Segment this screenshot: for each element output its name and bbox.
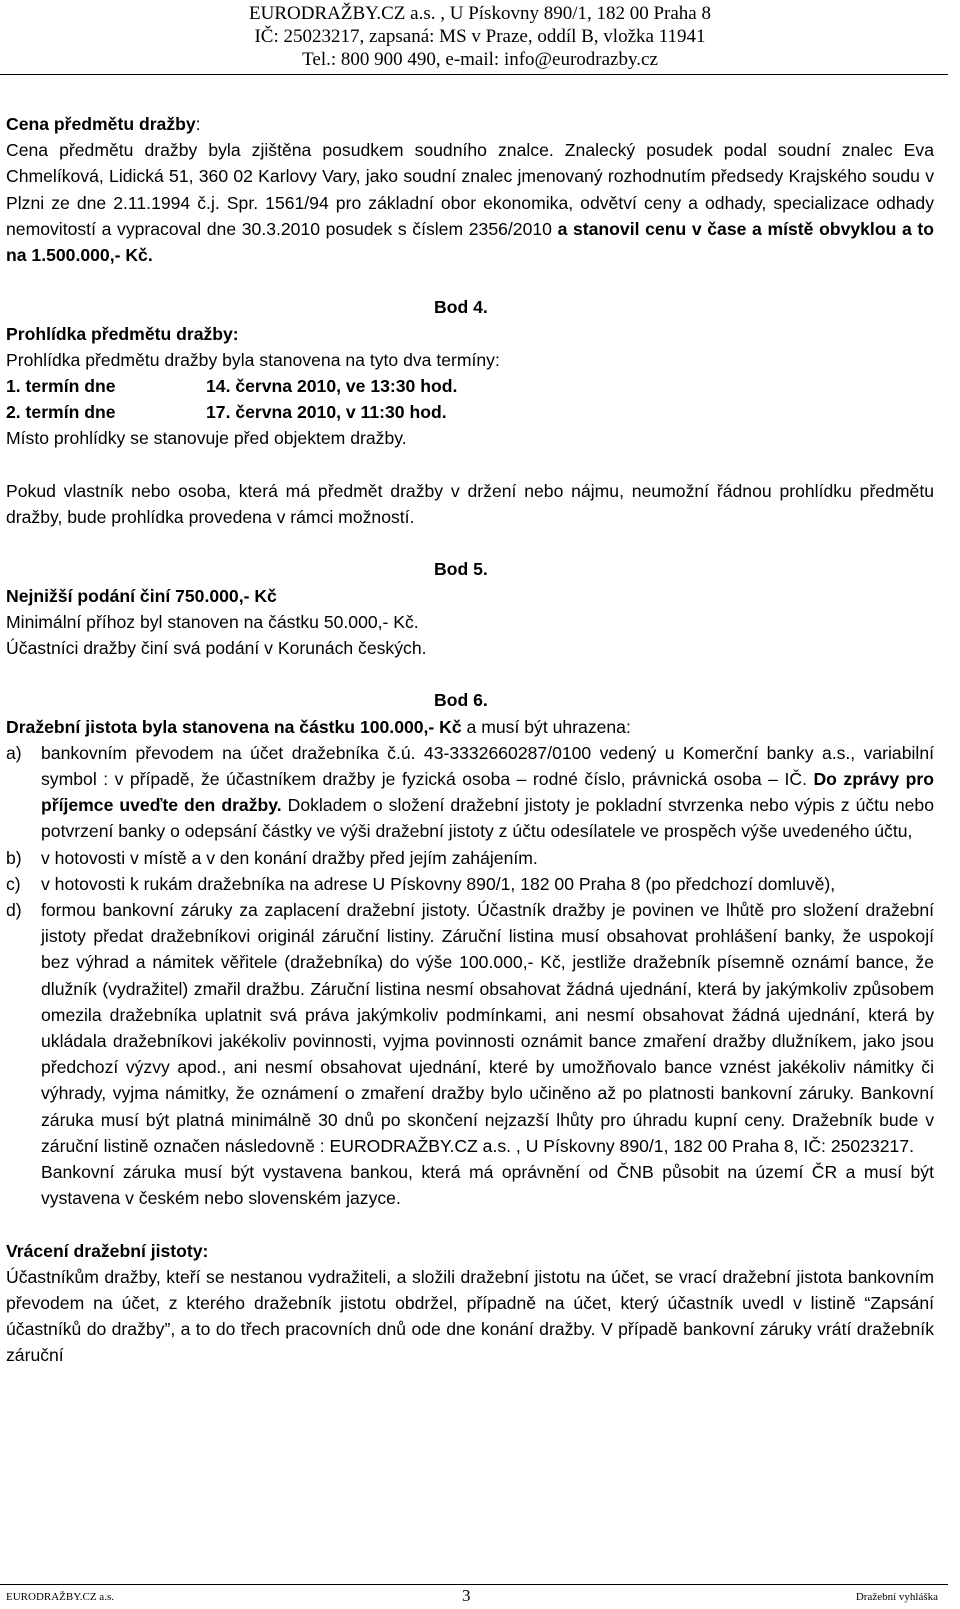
bid-currency: Účastníci dražby činí svá podání v Korunách českých.	[6, 638, 427, 659]
list-item: a) bankovním převodem na účet dražebníka č.ú. 43-3332660287/0100 vedený u Komerční banky a.s., variabilní symbol : v případě, že účastníkem dražby je fyzická osoba – rodné číslo, právnická osoba – IČ. Do zprávy pro příjemce uveďte den dražby. Dokladem o složení dražební jistoty je pokladní stvrzenka nebo výpis z účtu nebo potvrzení banky o odepsání částky ve výši dražební jistoty z účtu odesílatele ve prospěch výše uvedeného účtu,	[6, 742, 934, 842]
letterhead	[0, 2, 960, 71]
bod-6-label: Bod 6.	[434, 690, 488, 711]
section-heading-prohlidka: Prohlídka předmětu dražby:	[6, 323, 239, 344]
bod-4-label: Bod 4.	[434, 297, 488, 318]
footer-divider	[0, 1584, 948, 1585]
vraceni-paragraph: Účastníkům dražby, kteří se nestanou vydražiteli, a složili dražební jistotu na účet, se vrací dražební jistota bankovním převodem na účet, z kterého dražebník jistotu obdržel, případně na účet, který účastník uvedl v listině “Zapsání účastníků do dražby”, a to do třech pracovních dnů ode dne konání dražby. V případě bankovní záruky vrátí dražebník záruční	[6, 1266, 934, 1366]
list-item: b) v hotovosti v místě a v den konání dražby před jejím zahájením.	[6, 847, 538, 868]
footer-company: EURODRAŽBY.CZ a.s.	[6, 1591, 114, 1603]
letterhead-address: EURODRAŽBY.CZ a.s. , U Pískovny 890/1, 182 00 Praha 8	[249, 3, 711, 24]
cena-paragraph: Cena předmětu dražby byla zjištěna posudkem soudního znalce. Znalecký posudek podal soudní znalec Eva Chmelíková, Lidická 51, 360 02 Karlovy Vary, jako soudní znalec jmenovaný rozhodnutím předsedy Krajského soudu v Plzni ze dne 2.11.1994 č.j. Spr. 1561/94 pro základní obor ekonomika, odvětví ceny a odhady, specializace odhady nemovitostí a vypracoval dne 30.3.2010 posudek s číslem 2356/2010 a stanovil cenu v čase a místě obvyklou a to na 1.500.000,- Kč.	[6, 140, 934, 266]
section-heading-cena: Cena předmětu dražby:	[6, 114, 201, 134]
bod-5-label: Bod 5.	[434, 559, 488, 580]
list-item: c) v hotovosti k rukám dražebníka na adrese U Pískovny 890/1, 182 00 Praha 8 (po předchozí domluvě),	[6, 873, 836, 894]
section-heading-vraceni: Vrácení dražební jistoty:	[6, 1240, 209, 1261]
header-divider	[0, 74, 948, 75]
jistota-intro: Dražební jistota byla stanovena na částku 100.000,- Kč a musí být uhrazena:	[6, 716, 631, 737]
term-row: 2. termín dne 17. června 2010, v 11:30 hod.	[6, 402, 447, 423]
min-bid: Nejnižší podání činí 750.000,- Kč	[6, 585, 277, 606]
document-body	[6, 111, 934, 1369]
prohlidka-intro: Prohlídka předmětu dražby byla stanovena na tyto dva termíny:	[6, 349, 500, 370]
footer-doc-title: Dražební vyhláška	[855, 1591, 938, 1603]
prohlidka-note: Pokud vlastník nebo osoba, která má předmět dražby v držení nebo nájmu, neumožní řádnou prohlídku předmětu dražby, bude prohlídka provedena v rámci možností.	[6, 480, 934, 528]
page-number: 3	[462, 1586, 471, 1605]
prohlidka-place: Místo prohlídky se stanovuje před objektem dražby.	[6, 428, 407, 449]
page-footer	[0, 1584, 948, 1608]
letterhead-registration: IČ: 25023217, zapsaná: MS v Praze, oddíl B, vložka 11941	[254, 26, 706, 47]
term-row: 1. termín dne 14. června 2010, ve 13:30 hod.	[6, 376, 458, 397]
letterhead-contact: Tel.: 800 900 490, e-mail: info@eurodrazby.cz	[302, 49, 658, 70]
list-item: d) formou bankovní záruky za zaplacení dražební jistoty. Účastník dražby je povinen ve lhůtě pro složení dražební jistoty předat dražebníkovi originál záruční listiny. Záruční listina musí obsahovat prohlášení banky, že uspokojí bez výhrad a námitek věřitele (dražebníka) do výše 100.000,- Kč, jestliže dražebník písemně oznámí bance, že dlužník (vydražitel) zmařil dražbu. Záruční listina nesmí obsahovat žádná ujednání, která by jakýmkoliv způsobem omezila dražebníka uplatnit svá práva jakýmkoliv podmínkami, ani nesmí obsahovat žádná ujednání, která by ukládala dražebníkovi jakékoliv povinnosti, vyjma povinnosti oznámit bance zmaření dražby dlužníkem, jako jsou předchozí výzvy apod., ani nesmí obsahovat ujednání, které by umožňovalo bance vznést jakékoliv námitky či výhrady, vyjma námitky, že oznámení o zmaření dražby bylo učiněno až po platnosti bankovní záruky. Bankovní záruka musí být platná minimálně 30 dnů po skončení nejzazší lhůty pro úhradu kupní ceny. Dražebník bude v záruční listině označen následovně : EURODRAŽBY.CZ a.s. , U Pískovny 890/1, 182 00 Praha 8, IČ: 25023217. Bankovní záruka musí být vystavena bankou, která má oprávnění od ČNB působit na území ČR a musí být vystavena v českém nebo slovenském jazyce.	[6, 900, 934, 1209]
min-increment: Minimální příhoz byl stanoven na částku 50.000,- Kč.	[6, 611, 419, 632]
